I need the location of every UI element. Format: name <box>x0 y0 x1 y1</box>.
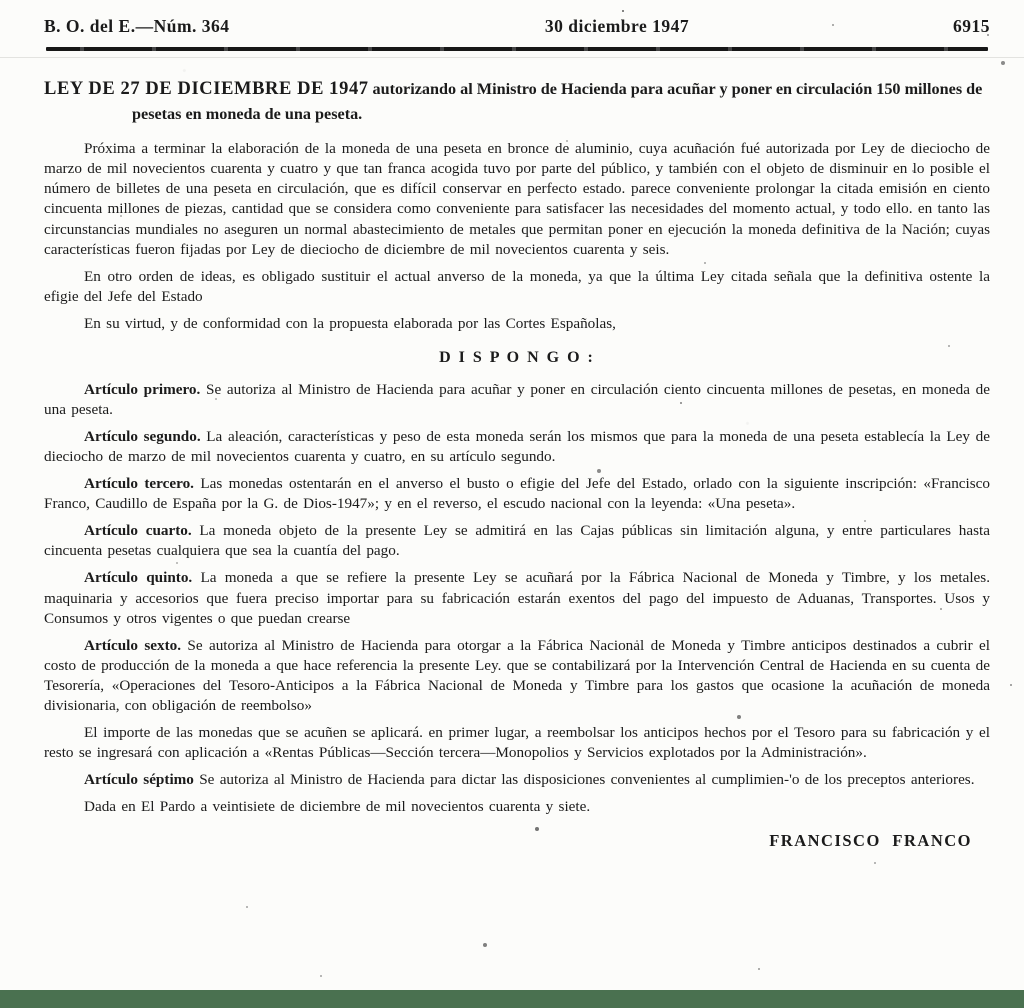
article-lead: Artículo quinto. <box>84 569 193 587</box>
article-paragraph <box>44 380 990 420</box>
law-title <box>44 76 990 126</box>
preamble-paragraph <box>44 139 990 259</box>
gazette-date: 30 diciembre 1947 <box>544 16 690 36</box>
law-title-rest: autorizando al Ministro de Hacienda para acuñar y poner en circulación 150 millones de pesetas en moneda de una peseta. <box>132 80 983 123</box>
paragraph-text: Se autoriza al Ministro de Hacienda para otorgar a la Fábrica Nacional de Moneda y Timbre anticipos destinados a cubrir el costo de producción de la moneda a que hace referencia la presente Ley. que se contabilizará por la Intervención Central de Hacienda en su cuenta de Tesorería, «Operaciones del Tesoro-Anticipos a la Fábrica Nacional de Moneda y Timbre para los gastos que ocasione la acuñación de moneda divisionaria, con obligación de reembolso» <box>44 636 991 714</box>
article-paragraph <box>44 474 990 514</box>
article-lead: Artículo tercero. <box>84 475 194 493</box>
masthead <box>44 16 990 37</box>
article-lead: Artículo cuarto. <box>84 522 192 540</box>
gazette-issue-number: B. O. del E.—Núm. 364 <box>44 16 230 36</box>
article-lead: Artículo segundo. <box>84 428 201 446</box>
dispongo-heading: D I S P O N G O : <box>439 348 595 366</box>
article-paragraph <box>44 521 990 561</box>
header-rule <box>46 47 988 51</box>
preamble-paragraph <box>44 314 990 334</box>
law-text <box>44 76 990 986</box>
paragraph-text: Próxima a terminar la elaboración de la moneda de una peseta en bronce de aluminio, cuya acuñación fué autorizada por Ley de dieciocho de marzo de mil novecientos cuarenta y cuatro y que tan franca acogida tuvo por parte del público, y también con el objeto de disminuir en lo posible el número de billetes de una peseta en circulación, que es difícil conservar en perfecto estado. parece conveniente prolongar la citada emisión en ciento cincuenta millones de piezas, cantidad que se considera como conveniente para satisfacer las necesidades del momento actual, y todo ello. en tanto las circunstancias mundiales no aseguren un normal abastecimiento de metales que permitan poner en ejecución la moneda definitiva de la Nación; cuyas características fueron fijadas por Ley de dieciocho de diciembre de mil novecientos cuarenta y seis. <box>44 140 991 258</box>
article-paragraph <box>44 427 990 467</box>
signature-franco: FRANCISCO FRANCO <box>769 831 972 851</box>
article-lead: Artículo sexto. <box>84 636 182 654</box>
paragraph-text: La aleación, características y peso de esta moneda serán los mismos que para la moneda de una peseta establecía la Ley de dieciocho de marzo de mil novecientos cuarenta y cuatro, en su artículo segundo. <box>44 428 990 466</box>
paragraph-text: Se autoriza al Ministro de Hacienda para acuñar y poner en circulación ciento cincuenta millones de pesetas, en moneda de una peseta. <box>44 380 990 419</box>
law-title-caps: LEY DE 27 DE DICIEMBRE DE 1947 <box>44 79 369 99</box>
paragraph-text: Se autoriza al Ministro de Hacienda para dictar las disposiciones convenientes al cumplimien-'o de los preceptos anteriores. <box>199 771 975 789</box>
article-lead: Artículo séptimo <box>84 771 194 789</box>
article-paragraph <box>44 723 990 763</box>
paragraph-text: La moneda objeto de la presente Ley se admitirá en las Cajas públicas sin limitación alguna, y entre particulares hasta cincuenta pesetas cualquiera que sea la cuantía del pago. <box>44 522 990 560</box>
article-lead: Artículo primero. <box>84 380 201 398</box>
paragraph-text: En su virtud, y de conformidad con la propuesta elaborada por las Cortes Españolas, <box>84 314 616 332</box>
bottom-green-bar <box>0 990 1024 1008</box>
paragraph-text: La moneda a que se refiere la presente Ley se acuñará por la Fábrica Nacional de Moneda y Timbre, y los metales. maquinaria y accesorios que fuera preciso importar para su fabricación estarán exentos del pago del impuesto de Aduanas, Transportes. Usos y Consumos y otros vigentes o que puedan crearse <box>44 569 991 627</box>
paragraph-text: El importe de las monedas que se acuñen se aplicará. en primer lugar, a reembolsar los anticipos hechos por el Tesoro para su fabricación y el resto se ingresará con aplicación a «Rentas Públicas—Sección tercera—Monopolios y Servicios explotados por la Administración». <box>44 723 990 761</box>
article-paragraph <box>44 770 990 790</box>
paragraph-text: Las monedas ostentarán en el anverso el busto o efigie del Jefe del Estado, orlado con la siguiente inscripción: «Francisco Franco, Caudillo de España por la G. de Dios-1947»; y en el reverso, el escudo nacional con la leyenda: «Una peseta». <box>44 475 991 513</box>
paragraph-text: En otro orden de ideas, es obligado sustituir el actual anverso de la moneda, ya que la última Ley citada señala que la definitiva ostente la efigie del Jefe del Estado <box>44 267 990 305</box>
page-number: 6915 <box>953 16 990 36</box>
scan-noise <box>0 0 2 2</box>
preamble-paragraph <box>44 267 990 307</box>
paragraph-text: Dada en El Pardo a veintisiete de diciembre de mil novecientos cuarenta y siete. <box>84 798 591 816</box>
header-faint-line <box>0 57 1024 58</box>
article-paragraph <box>44 568 990 628</box>
article-paragraph <box>44 636 990 716</box>
promulgation-paragraph <box>44 797 990 817</box>
